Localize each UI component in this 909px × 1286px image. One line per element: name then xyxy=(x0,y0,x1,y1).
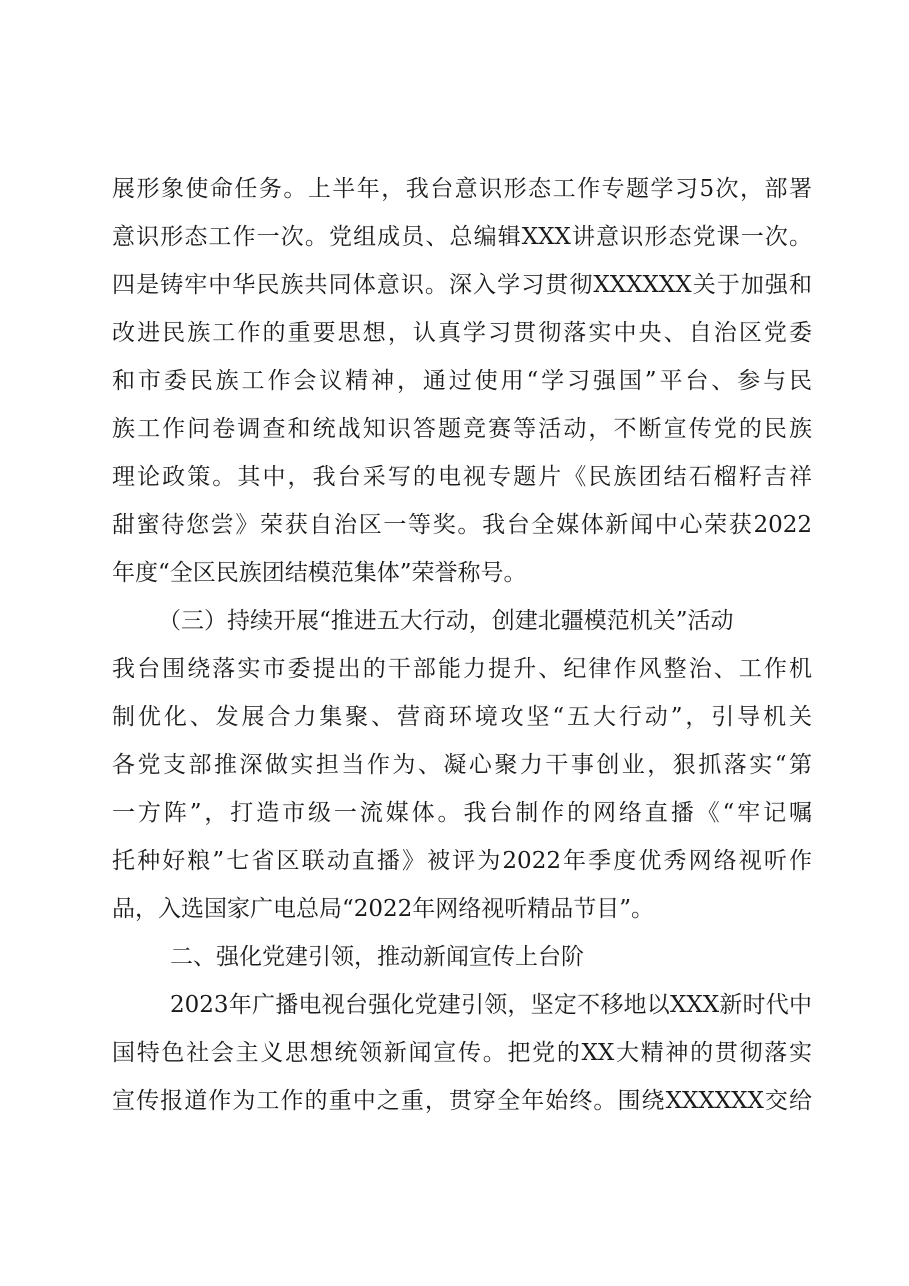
paragraph-line: 族工作问卷调查和统战知识答题竞赛等活动，不断宣传党的民族 xyxy=(112,416,812,442)
paragraph-line: 品，入选国家广电总局“2022年网络视听精品节目”。 xyxy=(112,896,655,922)
paragraph-line: 托种好粮”七省区联动直播》被评为2022年季度优秀网络视听作 xyxy=(112,848,812,874)
paragraph-line: 展形象使命任务。上半年，我台意识形态工作专题学习5次，部署 xyxy=(112,176,812,202)
paragraph-line: 改进民族工作的重要思想，认真学习贯彻落实中央、自治区党委 xyxy=(112,320,812,346)
paragraph-line: 理论政策。其中，我台采写的电视专题片《民族团结石榴籽吉祥 xyxy=(112,464,812,490)
paragraph-line: 制优化、发展合力集聚、营商环境攻坚“五大行动”，引导机关 xyxy=(112,704,812,730)
section-heading: 二、强化党建引领，推动新闻宣传上台阶 xyxy=(170,944,584,970)
paragraph-line: 四是铸牢中华民族共同体意识。深入学习贯彻XXXXXX关于加强和 xyxy=(112,272,812,298)
paragraph-line: 宣传报道作为工作的重中之重，贯穿全年始终。围绕XXXXXX交给 xyxy=(112,1088,812,1114)
paragraph-line: 和市委民族工作会议精神，通过使用“学习强国”平台、参与民 xyxy=(112,368,812,394)
paragraph-line: 意识形态工作一次。党组成员、总编辑XXX讲意识形态党课一次。 xyxy=(112,224,812,250)
paragraph-line: 我台围绕落实市委提出的干部能力提升、纪律作风整治、工作机 xyxy=(112,656,812,682)
document-body xyxy=(112,165,812,1125)
paragraph-line: 国特色社会主义思想统领新闻宣传。把党的XX大精神的贯彻落实 xyxy=(112,1040,812,1066)
section-heading: （三）持续开展“推进五大行动，创建北疆模范机关”活动 xyxy=(158,608,734,634)
paragraph-line: 年度“全区民族团结模范集体”荣誉称号。 xyxy=(112,560,527,586)
paragraph-line: 一方阵”，打造市级一流媒体。我台制作的网络直播《“牢记嘱 xyxy=(112,800,812,826)
paragraph-line: 甜蜜待您尝》荣获自治区一等奖。我台全媒体新闻中心荣获2022 xyxy=(112,512,812,538)
paragraph-line: 各党支部推深做实担当作为、凝心聚力干事创业，狠抓落实“第 xyxy=(112,752,812,778)
paragraph-line: 2023年广播电视台强化党建引领，坚定不移地以XXX新时代中 xyxy=(170,992,812,1018)
